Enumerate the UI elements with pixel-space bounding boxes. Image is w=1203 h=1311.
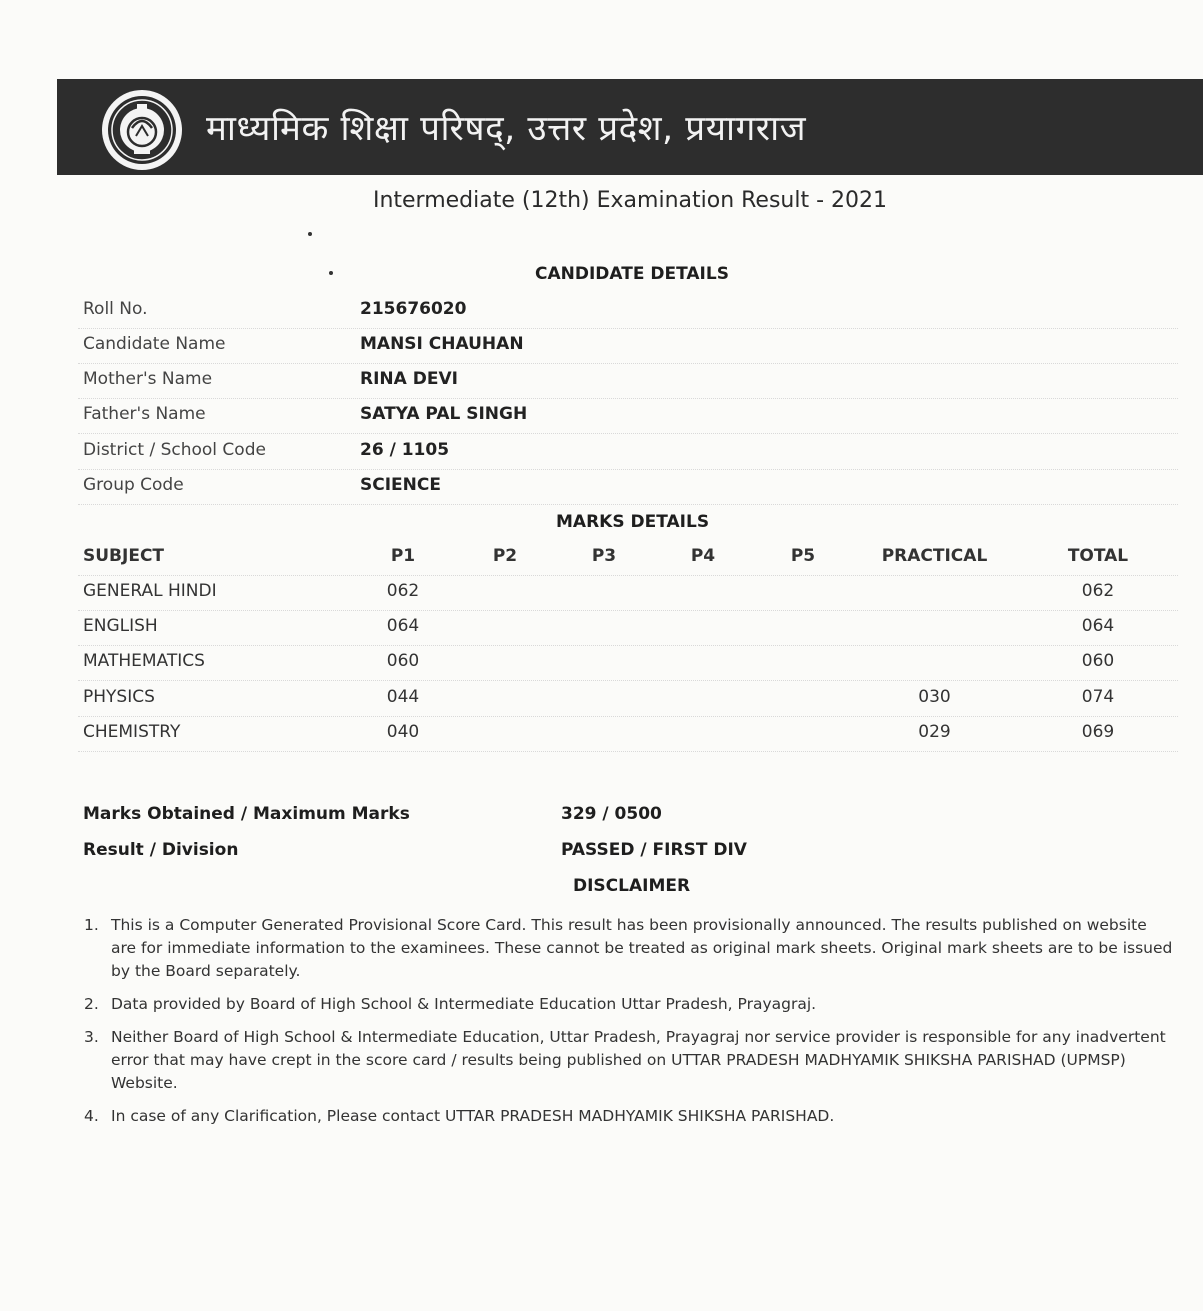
up-state-emblem-icon	[100, 88, 184, 172]
field-label: Candidate Name	[83, 334, 226, 354]
disclaimer-heading: DISCLAIMER	[573, 876, 691, 896]
exam-title: Intermediate (12th) Examination Result - 2021	[372, 188, 888, 213]
item-text: Data provided by Board of High School & Intermediate Education Uttar Pradesh, Prayagraj.	[111, 995, 817, 1013]
p1-cell: 064	[386, 616, 420, 636]
total-cell: 074	[1081, 687, 1115, 707]
field-label: Mother's Name	[83, 369, 213, 389]
column-header: TOTAL	[1067, 546, 1129, 566]
total-cell: 060	[1081, 651, 1115, 671]
scan-speck	[329, 271, 333, 275]
field-label: District / School Code	[83, 440, 266, 460]
column-header: P1	[390, 546, 416, 566]
marks-row	[78, 645, 1178, 681]
field-value: RINA DEVI	[360, 369, 458, 389]
item-number: 3.	[84, 1028, 99, 1046]
p1-cell: 062	[386, 581, 420, 601]
total-cell: 064	[1081, 616, 1115, 636]
column-header: P5	[790, 546, 816, 566]
column-header: P3	[591, 546, 617, 566]
item-number: 1.	[84, 916, 99, 934]
item-number: 2.	[84, 995, 99, 1013]
marks-details-heading: MARKS DETAILS	[556, 512, 710, 532]
subject-cell: PHYSICS	[83, 687, 155, 707]
column-header: SUBJECT	[83, 546, 165, 566]
item-number: 4.	[84, 1107, 99, 1125]
result-division-value: PASSED / FIRST DIV	[561, 840, 747, 860]
scan-speck	[308, 232, 312, 236]
marks-row	[78, 681, 1178, 717]
total-cell: 069	[1081, 722, 1115, 742]
candidate-row	[78, 293, 1178, 329]
marks-row	[78, 610, 1178, 646]
marks-obtained-label: Marks Obtained / Maximum Marks	[83, 804, 410, 824]
marks-header-row	[78, 540, 1178, 576]
subject-cell: MATHEMATICS	[83, 651, 205, 671]
field-label: Father's Name	[83, 404, 206, 424]
practical-cell: 029	[918, 722, 951, 742]
disclaimer-list	[84, 914, 1174, 1138]
field-value: SATYA PAL SINGH	[360, 404, 528, 424]
subject-cell: CHEMISTRY	[83, 722, 181, 742]
p1-cell: 040	[386, 722, 420, 742]
p1-cell: 044	[386, 687, 420, 707]
board-name: माध्यमिक शिक्षा परिषद्, उत्तर प्रदेश, प्रयागराज	[206, 109, 807, 149]
disclaimer-item	[84, 993, 1174, 1016]
candidate-row	[78, 328, 1178, 364]
column-header: P4	[690, 546, 716, 566]
column-header: PRACTICAL	[881, 546, 988, 566]
result-division-label: Result / Division	[83, 840, 239, 860]
disclaimer-item	[84, 1105, 1174, 1128]
marks-row	[78, 716, 1178, 752]
subject-cell: ENGLISH	[83, 616, 158, 636]
disclaimer-item	[84, 1026, 1174, 1095]
p1-cell: 060	[386, 651, 420, 671]
item-text: Neither Board of High School & Intermediate Education, Uttar Pradesh, Prayagraj nor service provider is responsible for any inadvertent error that may have crept in the score card / results being published on UTTAR PRADESH MADHYAMIK SHIKSHA PARISHAD (UPMSP) Website.	[111, 1028, 1166, 1092]
column-header: P2	[492, 546, 518, 566]
marks-row	[78, 575, 1178, 611]
marks-obtained-value: 329 / 0500	[561, 804, 662, 824]
disclaimer-item	[84, 914, 1174, 983]
candidate-row	[78, 398, 1178, 434]
total-cell: 062	[1081, 581, 1115, 601]
subject-cell: GENERAL HINDI	[83, 581, 217, 601]
candidate-row	[78, 434, 1178, 470]
candidate-row	[78, 469, 1178, 505]
field-value: 215676020	[360, 299, 467, 319]
field-value: MANSI CHAUHAN	[360, 334, 524, 354]
candidate-details-heading: CANDIDATE DETAILS	[535, 264, 729, 284]
candidate-row	[78, 363, 1178, 399]
field-value: 26 / 1105	[360, 440, 450, 460]
practical-cell: 030	[918, 687, 951, 707]
field-label: Group Code	[83, 475, 184, 495]
field-value: SCIENCE	[360, 475, 441, 495]
item-text: In case of any Clarification, Please contact UTTAR PRADESH MADHYAMIK SHIKSHA PARISHAD.	[111, 1107, 835, 1125]
field-label: Roll No.	[83, 299, 148, 319]
item-text: This is a Computer Generated Provisional Score Card. This result has been provisionally announced. The results published on website are for immediate information to the examinees. These cannot be treated as original mark sheets. Original mark sheets are to be issued by the Board separately.	[111, 916, 1173, 980]
